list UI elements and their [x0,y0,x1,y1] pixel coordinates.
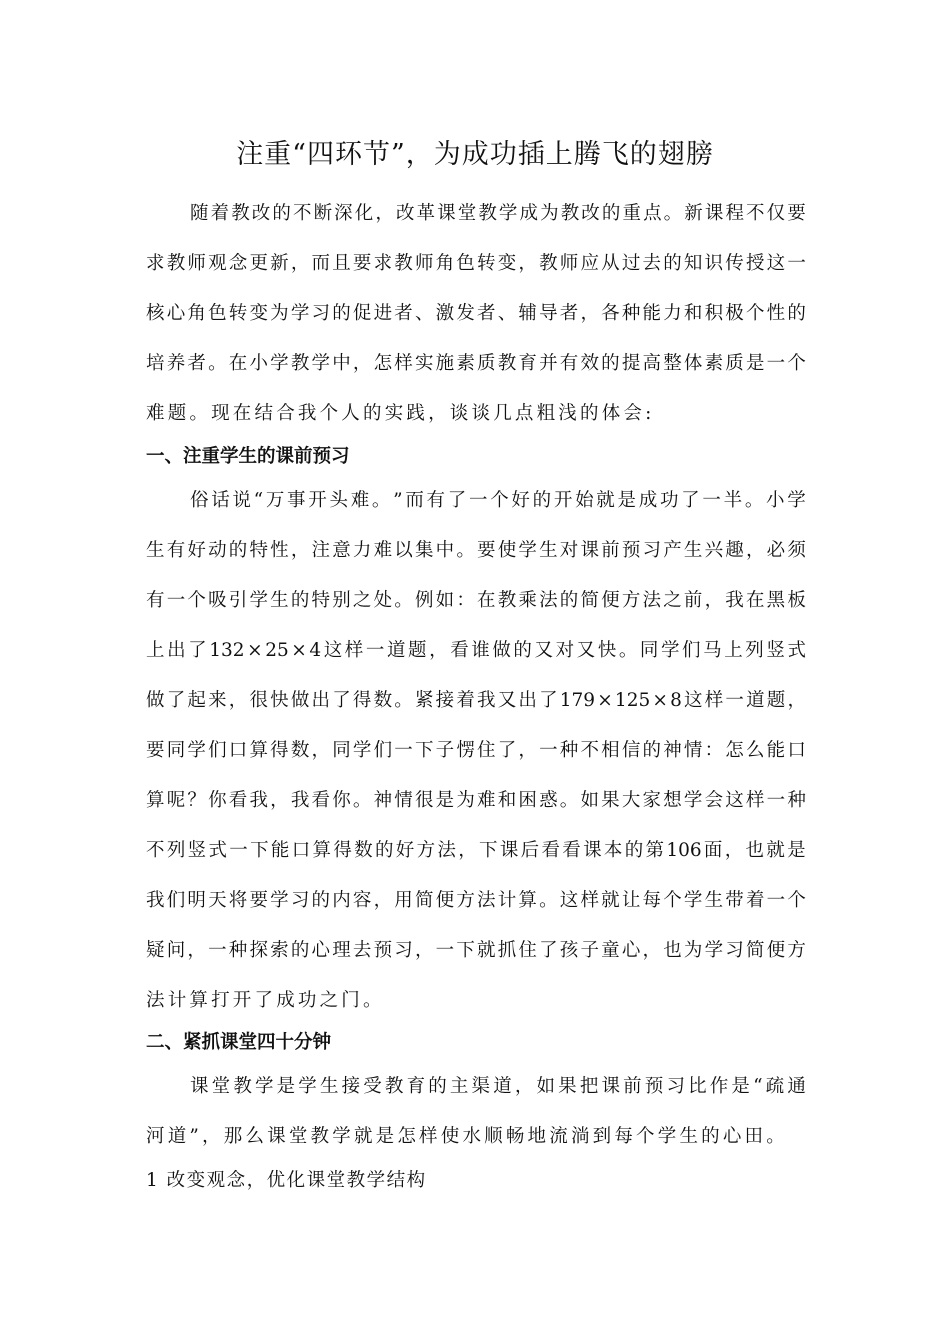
paragraph-line: 河道”，那么课堂教学就是怎样使水顺畅地流淌到每个学生的心田。 [146,1126,788,1147]
paragraph-line: 上 出 了 132 × 25 × 4 这 样 一 道 题 ， 看 谁 做 的 又 对 又 快 。 同 学 们 马 上 列 竖 式 [146,640,806,661]
paragraph-line: 我 们 明 天 将 要 学 习 的 内 容 ， 用 简 便 方 法 计 算 。 这 样 就 让 每 个 学 生 带 着 一 个 [146,890,806,911]
paragraph-line: 算 呢 ？ 你 看 我 ， 我 看 你 。 神 情 很 是 为 难 和 困 惑 。 如 果 大 家 想 学 会 这 样 一 种 [146,790,806,811]
document-title: 注重“四环节”，为成功插上腾飞的翅膀 [236,139,714,170]
paragraph-line: 培 养 者 。 在 小 学 教 学 中 ， 怎 样 实 施 素 质 教 育 并 有 效 的 提 高 整 体 素 质 是 一 个 [146,353,806,374]
paragraph-line: 俗 话 说 “ 万 事 开 头 难 。 ” 而 有 了 一 个 好 的 开 始 就 是 成 功 了 一 半 。 小 学 [190,490,806,511]
paragraph-line: 难题。现在结合我个人的实践，谈谈几点粗浅的体会: [146,403,655,424]
section-heading: 一、注重学生的课前预习 [146,446,350,467]
paragraph-line: 生 有 好 动 的 特 性 ， 注 意 力 难 以 集 中 。 要 使 学 生 对 课 前 预 习 产 生 兴 趣 ， 必 须 [146,540,806,561]
paragraph-line: 疑 问 ， 一 种 探 索 的 心 理 去 预 习 ， 一 下 就 抓 住 了 孩 子 童 心 ， 也 为 学 习 简 便 方 [146,940,806,961]
paragraph-line: 法计算打开了成功之门。 [146,990,385,1011]
paragraph-line: 有 一 个 吸 引 学 生 的 特 别 之 处 。 例 如 ： 在 教 乘 法 的 简 便 方 法 之 前 ， 我 在 黑 板 [146,590,806,611]
section-heading: 二、紧抓课堂四十分钟 [146,1032,332,1053]
paragraph-line: 不 列 竖 式 一 下 能 口 算 得 数 的 好 方 法 ， 下 课 后 看 看 课 本 的 第 106 面 ， 也 就 是 [146,840,806,861]
paragraph-line: 课 堂 教 学 是 学 生 接 受 教 育 的 主 渠 道 ， 如 果 把 课 前 预 习 比 作 是 “ 疏 通 [190,1076,806,1097]
paragraph-line: 随 着 教 改 的 不 断 深 化 ， 改 革 课 堂 教 学 成 为 教 改 的 重 点 。 新 课 程 不 仅 要 [190,203,806,224]
subsection-line: 1 改变观念，优化课堂教学结构 [146,1170,427,1191]
paragraph-line: 做 了 起 来 ， 很 快 做 出 了 得 数 。 紧 接 着 我 又 出 了 179 × 125 × 8 这 样 一 道 题 ， [146,690,806,711]
paragraph-line: 要 同 学 们 口 算 得 数 ， 同 学 们 一 下 子 愣 住 了 ， 一 种 不 相 信 的 神 情 ： 怎 么 能 口 [146,740,806,761]
paragraph-line: 核 心 角 色 转 变 为 学 习 的 促 进 者 、 激 发 者 、 辅 导 者 ， 各 种 能 力 和 积 极 个 性 的 [146,303,806,324]
paragraph-line: 求 教 师 观 念 更 新 ， 而 且 要 求 教 师 角 色 转 变 ， 教 师 应 从 过 去 的 知 识 传 授 这 一 [146,253,806,274]
